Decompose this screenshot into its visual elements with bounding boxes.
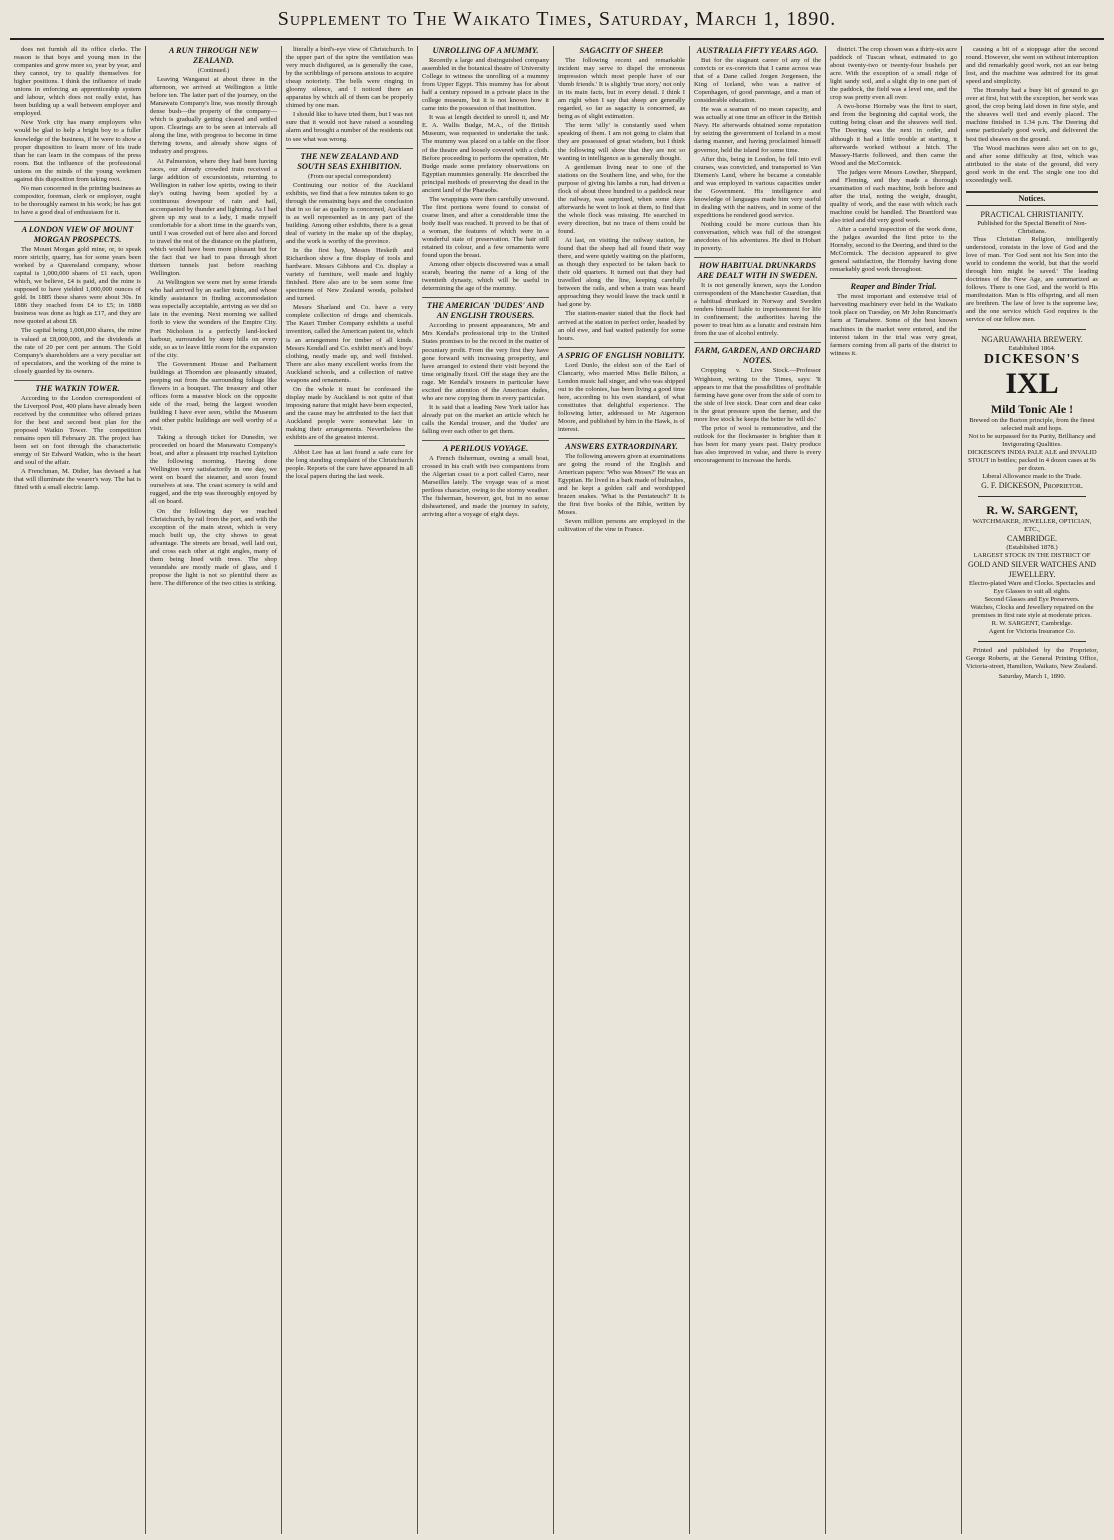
article-text: Recently a large and distinguished company assembled in the botanical theatre of University College to witness the unrolling of a mummy from Upper Egypt. This mummy has for about half a century reposed in a private place in the college museum, but it is not known how it came into the possession of that institution. xyxy=(422,57,549,113)
article-heading: THE NEW ZEALAND AND SOUTH SEAS EXHIBITION. xyxy=(286,148,413,172)
article-text: At last, on visiting the railway station, he found that the sheep had all found their way there, and were quietly waiting on the platform, as though they expected to be taken back to their old quarters. It turned out that they had travelled along the line, keeping carefully between the rails, and when a train was heard approaching they would leave the track until it had gone by. xyxy=(558,237,685,309)
article-text: A two-horse Hornsby was the first to start, and from the beginning did capital work, the cutting being clean and the sheaves well tied. The Deering was the next in order, and although it had a little trouble at starting, it afterwards worked without a hitch. The Massey-Harris followed, and then came the Wood and the McCormick. xyxy=(830,103,957,167)
article-text: He was a seaman of no mean capacity, and was actually at one time an officer in the British Navy. He afterwards obtained some reputation by seizing the government of Iceland in a most daring manner, and having proclaimed himself governor, held the island for some time. xyxy=(694,106,821,154)
advert-brand: R. W. SARGENT, xyxy=(986,503,1078,518)
article-text: Messrs Sharland and Co. have a very complete collection of drugs and chemicals. The Kauri Timber Company exhibits a useful invention, called the American patent tie, which is an arrangement for timber of all kinds. Messrs Kendall and Co. exhibit men's and boys' clothing, neatly made up, and well finished. There are also many excellent works from the Auckland schools, and a collection of native weapons and ornaments. xyxy=(286,304,413,384)
article-text: Lord Dunlo, the eldest son of the Earl of Clancarty, who married Miss Belle Bilton, a London music hall singer, and who was shipped out to the colonies, has been living a good time here, according to his own standard, of what constitutes that delightful experience. The following letter, addressed to Mr Aigernon Moore, and published by him in the Hawk, is of interest. xyxy=(558,361,685,434)
column-1 xyxy=(10,46,146,1534)
advert-text: WATCHMAKER, JEWELLER, OPTICIAN, ETC., xyxy=(972,518,1092,534)
imprint-date: Saturday, March 1, 1890. xyxy=(998,672,1066,680)
advert-ixl: IXL xyxy=(1005,367,1059,401)
article-text: In the first bay, Messrs Hesketh and Richardson show a fine display of tools and hardware. Messrs Gibbons and Co. display a variety of furniture, well made and highly finished. Here also are to be seen some fine specimens of New Zealand woods, polished and turned. xyxy=(286,246,413,303)
advert-product: Mild Tonic Ale ! xyxy=(990,402,1074,417)
article-text: At Wellington we were met by some friends who had arrived by an earlier train, and whose kindly assistance in finding accommodation was especially acceptable, arriving as we did so late in the evening. Next morning we sallied forth to view the wonders of the Empire City. Port Nicholson is a perfectly land-locked harbour, surrounded by steep hills on every side, so as to leave little room for the expansion of the city. xyxy=(150,279,277,359)
article-text: Nothing could be more curious than his conversation, which was full of the strangest anecdotes of his adventures. He died in Hobart in poverty. xyxy=(694,220,821,253)
article-heading: Reaper and Binder Trial. xyxy=(830,278,957,292)
article-heading: A SPRIG OF ENGLISH NOBILITY. xyxy=(558,347,685,361)
article-text: does not furnish all its office clerks. The reason is that boys and young men in the companies and grow more so, year by year, and they cannot, try to qualify themselves for higher positions. I think the influence of trade unions in enforcing an apprenticeship system and labour, which does not really exist, has been building up a wall between employer and employed. xyxy=(14,46,141,118)
advert-signature: R. W. SARGENT, Cambridge. xyxy=(991,620,1073,628)
column-4 xyxy=(418,46,554,1534)
article-text: The Wood machines were also set on to go, and after some difficulty at first, which was attributed to the state of the ground, did very good work in the end. The single one too did exceedingly well. xyxy=(966,144,1098,184)
article-heading: THE WATKIN TOWER. xyxy=(14,380,141,394)
advert-title: NGARUAWAHIA BREWERY. xyxy=(981,335,1083,345)
article-text: The Hornsby had a busy bit of ground to go over at first, but with the exception, her work was good, the crop being laid down in fine style, and the sheaves well tied and evenly placed. The machine finished in 1.34 p.m. The Deering did some particularly good work, and delivered the best tied sheaves on the ground. xyxy=(966,87,1098,143)
article-text: A gentleman living near to one of the stations on the Southern line, and who, for the purpose of giving his lambs a run, had driven a flock of about three hundred to a paddock near the railway, was surprised, when some days afterwards he went to look at them, to find that the whole flock was missing. He searched in every direction, but no trace of them could be found. xyxy=(558,163,685,235)
article-text: The Government House and Parliament buildings at Thorndon are pleasantly situated, peeping out from the surrounding foliage like flowers in a bouquet. The treasury and other offices form a massive block on the opposite side of the road, being the largest wooden building I have ever seen, whilst the Museum and other public buildings are well worthy of a visit. xyxy=(150,360,277,433)
article-text: The following recent and remarkable incident may serve to dispel the erroneous impression which most people have of our 'dumb friends.' It is slightly 'true story,' not only in its main facts, but in every detail. I think I am right when I say that sheep are generally regarded, so far as sagacity is concerned, as being as of slight estimation. xyxy=(558,57,685,121)
advert-text: DICKESON'S INDIA PALE ALE and INVALID STOUT in bottles; packed in 4 dozen cases at 9s per dozen. xyxy=(967,449,1097,473)
masthead-title: Supplement to The Waikato Times, Saturday, March 1, 1890. xyxy=(277,7,837,30)
article-text: On the following day we reached Christchurch, by rail from the port, and with the exception of the main street, which is very much built up, the city shows to great advantage. The streets are broad, well laid out, and cross each other at right angles, many of them being lined with trees. The shop verandahs are mostly made of glass, and I propose the light is not so plentiful there as here. The difference of the two cities is striking. xyxy=(150,507,277,587)
advert-title: PRACTICAL CHRISTIANITY. xyxy=(980,209,1084,219)
advert-text: Brewed on the Burton principle, from the finest selected malt and hops. xyxy=(969,417,1095,433)
article-heading: HOW HABITUAL DRUNKARDS ARE DEALT WITH IN SWEDEN. xyxy=(694,257,821,281)
article-text: The wrappings were then carefully unwound. The first portions were found to consist of coarse linen, and after a considerable time the body itself was reached. It proved to be that of a woman, the features of which were in a wonderful state of preservation. The hair still retained its colour, and a few ornaments were found upon the breast. xyxy=(422,195,549,260)
article-text: The following answers given at examinations are going the round of the English and American papers: 'Who was Moses?' He was an Egyptian. He lived in a bark made of bulrushes, and he kept a golden calf and worshipped brazen snakes. 'What is the Pentateuch?' It is the first five books of the Bible, written by Moses. xyxy=(558,453,685,517)
divider xyxy=(978,329,1086,330)
article-text: According to the London correspondent of the Liverpool Post, 400 plans have already been received by the committee who offered prizes for the best and second best plan for the proposed Watkin Tower. The competition remains open till February 28. The project has been set on foot through the characteristic energy of Sir Edward Watkin, who is the heart and soul of the affair. xyxy=(14,394,141,467)
advert-established: Established 1864. xyxy=(1008,345,1056,353)
article-heading: AUSTRALIA FIFTY YEARS AGO. xyxy=(696,46,819,55)
article-text: Continuing our notice of the Auckland exhibits, we find that a few minutes taken to go through the remaining bays and the conclusion that in so far as quality is concerned, Auckland is as well represented as in any part of the building. Among other exhibits, there is a great deal of variety in the make up of the display, and the work is worthy of the province. xyxy=(286,181,413,245)
advert-proprietor: G. F. DICKESON, Proprietor. xyxy=(981,481,1083,491)
article-text: Cropping v. Live Stock.—Professor Wrightson, writing to the Times, says: 'It appears to me that the possibilities of profitable farming have gone over from the side of corn to the side of live stock. Dear corn and dear cake is the great pressure upon the farmer, and the more live stock he keeps the better he will do.' xyxy=(694,367,821,423)
advert-text: Thus Christian Religion, intelligently understood, consists in the love of God and the love of man. 'For God sent not his Son into the world to condemn the world, but that the world through him might be saved.' The leading doctrines of the New Age, are summarized as follows. There is one God, and the world is His manifestation. Man is His offspring, and all men are brethren. The law of love is the supreme law, and the one service which God requires is the service of our fellow men. xyxy=(966,235,1098,324)
article-text: The price of wool is remunerative, and the outlook for the flockmaster is brighter than it has been for many years past. Dairy produce has also improved in value, and there is every encouragement to increase the herds. xyxy=(694,424,821,464)
article-text: On the whole it must be confessed the display made by Auckland is not quite of that imposing nature that might have been expected, and the cause may be attributed to the fact that Auckland people were somewhat late in making their arrangements. Nevertheless the exhibits are of the greatest interest. xyxy=(286,385,413,442)
advert-practical-christianity xyxy=(966,210,1098,236)
article-text: A Frenchman, M. Didier, has devised a hat that will illuminate the wearer's way. The hat is fitted with a small electric lamp. xyxy=(14,468,141,492)
article-text: causing a bit of a stoppage after the second round. However, she went on without interruption and did remarkably good work, not an ear being lost, and the machine was admired for its great speed and simplicity. xyxy=(966,46,1098,86)
article-text: Among other objects discovered was a small scarab, bearing the name of a king of the twentieth dynasty, which will be useful in determining the age of the mummy. xyxy=(422,261,549,293)
article-text: The term 'silly' is constantly used when speaking of them. I am not going to claim that they are possessed of great wisdom, but I think the following will show that they are not so wanting in intelligence as is generally thought. xyxy=(558,122,685,162)
advert-text: Watches, Clocks and Jewellery repaired on the premises in first rate style at moderate prices. xyxy=(970,604,1094,620)
advert-sargent xyxy=(966,502,1098,636)
article-heading: A LONDON VIEW OF MOUNT MORGAN PROSPECTS. xyxy=(14,221,141,245)
article-heading: FARM, GARDEN, AND ORCHARD NOTES. xyxy=(694,342,821,366)
article-subheading: (From our special correspondent) xyxy=(308,172,391,180)
advert-text: Agent for Victoria Insurance Co. xyxy=(988,628,1076,636)
advert-text: Second Glasses and Eye Preservers. xyxy=(984,596,1080,604)
divider xyxy=(978,641,1086,642)
article-text: It was at length decided to unroll it, and Mr E. A. Wallis Budge, M.A., of the British Museum, was requested to undertake the task. The mummy was placed on a table on the floor of the theatre and loosely covered with a cloth. Before proceeding to perform the operation, Mr Budge made some prefatory observations on Egyptian mummies generally. He described the principal methods of preserving the dead in the ancient land of the Pharaohs. xyxy=(422,114,549,194)
divider xyxy=(978,496,1086,497)
advert-town: CAMBRIDGE. xyxy=(1006,534,1057,544)
article-text: It is not generally known, says the London correspondent of the Manchester Guardian, that a habitual drunkard in Norway and Sweden renders himself liable to imprisonment for life in confinement; the authorities having the power to treat him as a lunatic and restrain him from the use of alcohol entirely. xyxy=(694,282,821,338)
column-7 xyxy=(826,46,962,1534)
advert-text: Liberal Allowance made to the Trade. xyxy=(982,473,1082,481)
article-text: I should like to have tried them, but I was not sure that it would not have raised a sounding alarm and brought a number of the residents out to see what was wrong. xyxy=(286,111,413,143)
advert-subtitle: Published for the Special Benefit of Non-Christians. xyxy=(977,219,1087,235)
article-text: The most important and extensive trial of harvesting machinery ever held in the Waikato took place on Tuesday, on Mr John Runciman's farm at Tamahere. Some of the best known machines in the market were entered, and the interest taken in the trial was very great, farmers coming from all parts of the district to witness it. xyxy=(830,293,957,357)
article-heading: THE AMERICAN 'DUDES' AND AN ENGLISH TROUSERS. xyxy=(422,297,549,321)
advert-brand: DICKESON'S xyxy=(983,352,1081,368)
article-text: At Palmerston, where they had been having races, our already crowded train received a large addition of excursionists, returning to Wellington in rather low spirits, owing to their day's outing having been spoiled by a continuous downpour of rain and hail, accompanied by thunder and lightning. As I had given up my seat to a lady, I made myself comfortable for a short time in the guard's van, until I was crowded out of here also and forced to travel the rest of the distance on the platform, which would have been more pleasant but for the fact that we had to pass through short thirteen tunnels just before reaching Wellington. xyxy=(150,157,277,278)
article-subheading: (Continued.) xyxy=(197,67,230,74)
divider xyxy=(294,445,405,446)
column-5 xyxy=(554,46,690,1534)
article-heading: UNROLLING OF A MUMMY. xyxy=(432,46,539,55)
article-text: literally a bird's-eye view of Christchurch. In the upper part of the spire the ventilation was very much disfigured, as is generally the case, by the scribblings of persons anxious to acquire cheap notoriety. The bells were ringing in gloomy silence, and I noticed there an apparatus by which all of them can be properly chimed by one man. xyxy=(286,46,413,110)
advert-text: GOLD AND SILVER WATCHES AND JEWELLERY. xyxy=(967,560,1096,580)
advert-text: Not to be surpassed for its Purity, Brilliancy and Invigorating Qualities. xyxy=(968,433,1096,449)
column-8 xyxy=(962,46,1102,1534)
notices-heading: Notices. xyxy=(966,191,1098,206)
article-heading: ANSWERS EXTRAORDINARY. xyxy=(558,438,685,452)
article-text: The station-master stated that the flock had arrived at the station in perfect order, headed by an old ewe, and had waited patiently for some hours. xyxy=(558,310,685,342)
article-text: Taking a through ticket for Dunedin, we proceeded on board the Manawatu Company's boat, and after a pleasant trip reached Lyttelton the following morning. Having done Wellington very satisfactorily in one day, we went on board the steamer, and soon found ourselves at sea. The coast scenery is wild and rugged, and the trip was thoroughly enjoyed by all on board. xyxy=(150,434,277,506)
article-text: Abbot Lee has at last found a safe cure for the long standing complaint of the Christchurch people. Reports of the cure have appeared in all the local papers during the last week. xyxy=(286,449,413,481)
article-text: The capital being 1,000,000 shares, the mine is valued at £8,000,000, and the dividends at the rate of 20 per cent per annum. The Gold Company's shareholders are a very peculiar set of speculators, and the working of the mine is closely guarded by its owners. xyxy=(14,327,141,375)
article-heading: SAGACITY OF SHEEP. xyxy=(579,46,664,55)
imprint: Printed and published by the Proprietor, George Roberts, at the General Printing Office, Victoria-street, Hamilton, Waikato, New Zealand. xyxy=(966,647,1098,671)
advert-brewery xyxy=(966,335,1098,491)
advert-text: Electro-plated Ware and Clocks. Spectacles and Eye Glasses to suit all sights. xyxy=(968,580,1096,596)
article-text: After a careful inspection of the work done, the judges awarded the first prize to the Hornsby, second to the Deering, and third to the McCormick. The decision appeared to give general satisfaction, the Hornsby having done remarkably good work throughout. xyxy=(830,226,957,274)
article-text: Leaving Wanganui at about three in the afternoon, we arrived at Wellington a little before ten. The latter part of the journey, on the Manawatu Company's line, was mostly through dense bush—the property of the company—which is gradually getting cleared and settled upon. Clearings are to be seen at intervals all along the line, with progress to become in time thriving towns, and already show signs of industry and progress. xyxy=(150,76,277,156)
article-text: According to present appearances, Mr and Mrs Kendal's professional trip to the United States promises to be the record in the matter of pecuniary profit. From the very first they have gone forward with increasing prosperity, and have arranged to extend their visit beyond the time originally fixed. Off the stage they are the rage. Mr Kendal's trousers in particular have excited the attention of the American dudes, who are now copying them in every particular. xyxy=(422,322,549,402)
advert-text: LARGEST STOCK IN THE DISTRICT OF xyxy=(973,552,1091,560)
article-text: The judges were Messrs Lowther, Sheppard, and Fleming, and they made a thorough examination of each machine, both before and after the trial, noting the weight, draught, quality of work, and the ease with which each machine could be handled. The Brantford was also tried and did very good work. xyxy=(830,168,957,224)
article-text: Seven million persons are employed in the cultivation of the vine in France. xyxy=(558,518,685,534)
article-text: It is said that a leading New York tailor has already put on the market an article which he calls the Kendal trouser, and the 'dudes' are falling over each other to get them. xyxy=(422,403,549,435)
article-text: district. The crop chosen was a thirty-six acre paddock of Tuscan wheat, estimated to go about twenty-two or twenty-four bushels per acre. With the exception of a small ridge of light sandy soil, and a slight dip in one part of the paddock, the field was a level one, and the crop was pretty even all over. xyxy=(830,46,957,102)
column-2 xyxy=(146,46,282,1534)
article-heading: A PERILOUS VOYAGE. xyxy=(422,440,549,454)
article-heading: A RUN THROUGH NEW ZEALAND. xyxy=(168,46,259,65)
masthead xyxy=(10,0,1104,40)
article-text: A French fisherman, owning a small boat, crossed in his craft with two companions from the Algerian coast to a port called Carro, near Marseilles lately. The voyage was of a most perilous character, owing to the stormy weather. The fisherman, however, got, but in no sense disheartened, and made the journey in safety, arriving after a voyage of eight days. xyxy=(422,455,549,519)
advert-established: (Established 1878.) xyxy=(1006,544,1058,552)
columns xyxy=(10,46,1104,1534)
article-text: The Mount Morgan gold mine, or, to speak more strictly, quarry, has for some years been worked by a Queensland company, whose capital is 1,000,000 shares of £1 each, upon which, we believe, £4 is paid, and the mine is supposed to have yielded 1,000,000 ounces of gold. In 1885 these shares were about 30s. In 1886 they reached from £4 to £5; in 1888 business was done as high as £17, and they are now quoted at about £8. xyxy=(14,245,141,326)
article-text: After this, being in London, he fell into evil courses, was convicted, and transported to Van Diemen's Land, where he became a constable and was employed in various capacities under the Government. His intelligence and knowledge of languages made him very useful in dealing with the natives, and in some of the expeditions he rendered good service. xyxy=(694,155,821,219)
column-6 xyxy=(690,46,826,1534)
article-text: No man concerned in the printing business as compositor, foreman, clerk or employer, ought to be thoroughly earnest in his work; he has got to have a good deal of enthusiasm for it. xyxy=(14,184,141,216)
article-text: New York city has many employers who would be glad to help a bright boy to a fuller knowledge of the business, if he were to show a proper disposition to learn more of his trade than he can learn in the compass of the press room. But the influence of the professional unions on the minds of the young workmen against this disposition from taking root. xyxy=(14,119,141,183)
column-3 xyxy=(282,46,418,1534)
article-text: But for the stagnant career of any of the convicts or ex-convicts that I came across was that of a Dane called Jorgen Jorgensen, the King of Iceland, who was a native of Copenhagen, of good parentage, and a man of considerable education. xyxy=(694,57,821,105)
